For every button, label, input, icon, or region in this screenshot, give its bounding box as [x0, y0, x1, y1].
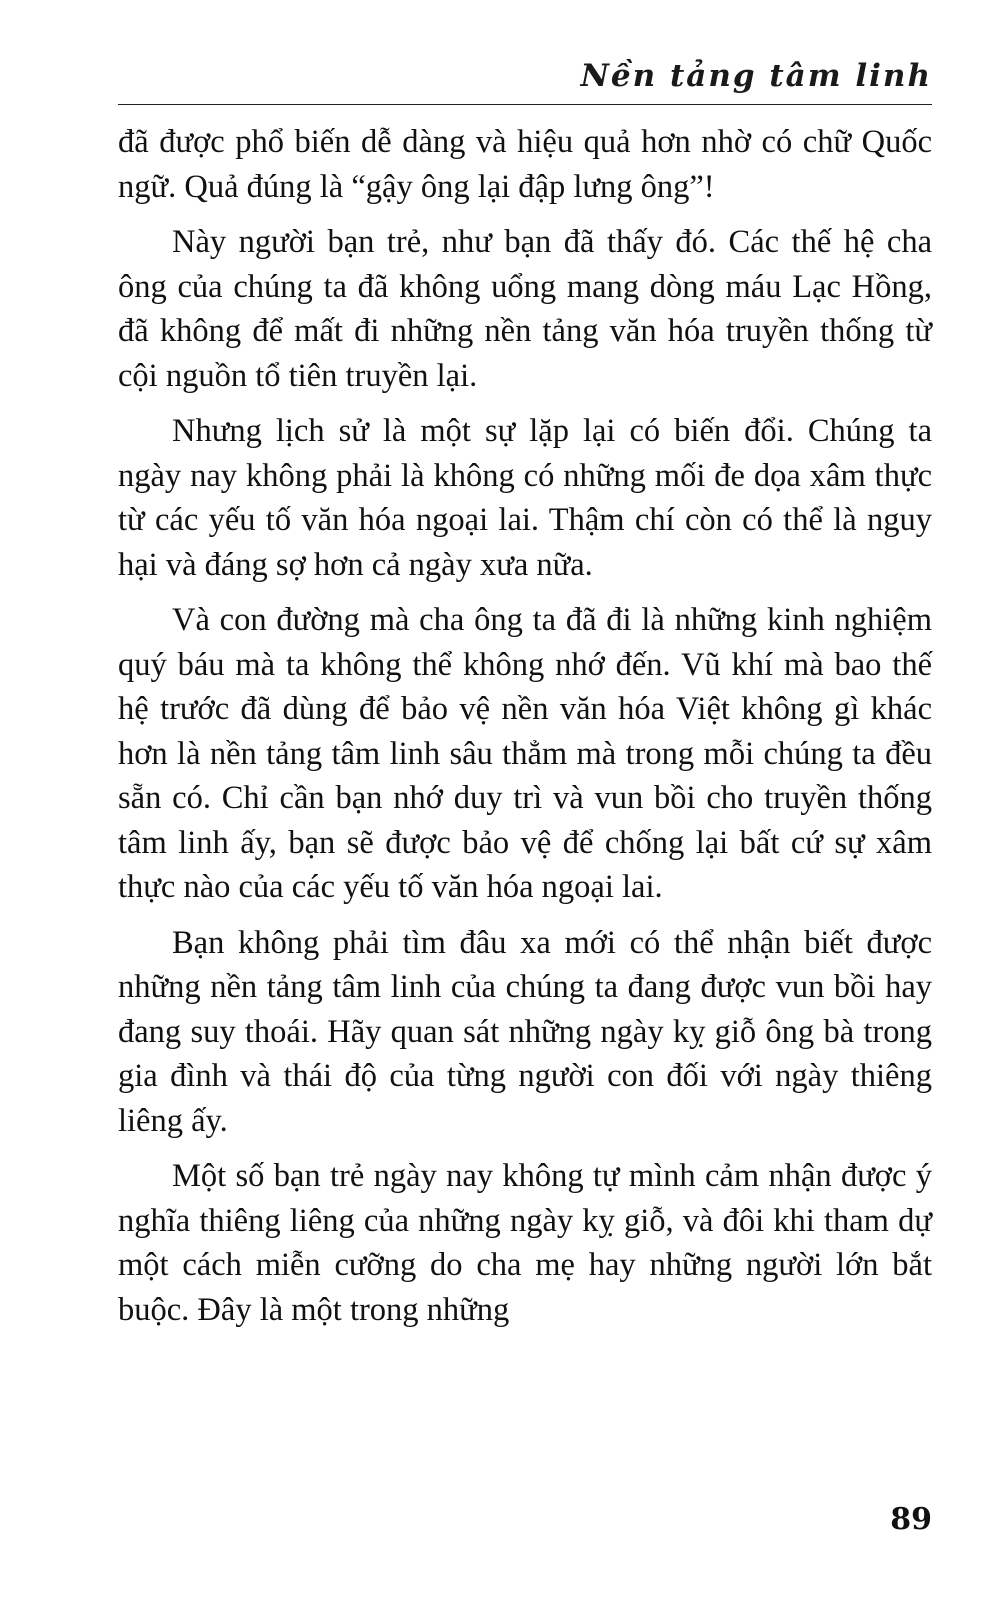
- running-header-title: Nền tảng tâm linh: [580, 58, 932, 94]
- paragraph: Và con đường mà cha ông ta đã đi là những kinh nghiệm quý báu mà ta không thể không nhớ đến. Vũ khí mà bao thế hệ trước đã dùng để bảo vệ nền văn hóa Việt không gì khác hơn là nền tảng tâm linh sâu thẳm mà trong mỗi chúng ta đều sẵn có. Chỉ cần bạn nhớ duy trì và vun bồi cho truyền thống tâm linh ấy, bạn sẽ được bảo vệ để chống lại bất cứ sự xâm thực nào của các yếu tố văn hóa ngoại lai.: [118, 602, 932, 905]
- running-header: [118, 48, 932, 105]
- paragraph: Một số bạn trẻ ngày nay không tự mình cảm nhận được ý nghĩa thiêng liêng của những ngày kỵ giỗ, và đôi khi tham dự một cách miễn cưỡng do cha mẹ hay những người lớn bắt buộc. Đây là một trong những: [118, 1158, 932, 1328]
- paragraph: Nhưng lịch sử là một sự lặp lại có biến đổi. Chúng ta ngày nay không phải là không có những mối đe dọa xâm thực từ các yếu tố văn hóa ngoại lai. Thậm chí còn có thể là nguy hại và đáng sợ hơn cả ngày xưa nữa.: [118, 413, 932, 583]
- paragraph: Này người bạn trẻ, như bạn đã thấy đó. Các thế hệ cha ông của chúng ta đã không uổng mang dòng máu Lạc Hồng, đã không để mất đi những nền tảng văn hóa truyền thống từ cội nguồn tổ tiên truyền lại.: [118, 224, 932, 394]
- body-text: [118, 120, 932, 1343]
- paragraph-continued: đã được phổ biến dễ dàng và hiệu quả hơn nhờ có chữ Quốc ngữ. Quả đúng là “gậy ông lại đập lưng ông”!: [118, 124, 932, 205]
- paragraph: Bạn không phải tìm đâu xa mới có thể nhận biết được những nền tảng tâm linh của chúng ta đang được vun bồi hay đang suy thoái. Hãy quan sát những ngày kỵ giỗ ông bà trong gia đình và thái độ của từng người con đối với ngày thiêng liêng ấy.: [118, 924, 932, 1139]
- page-number: 89: [890, 1502, 932, 1537]
